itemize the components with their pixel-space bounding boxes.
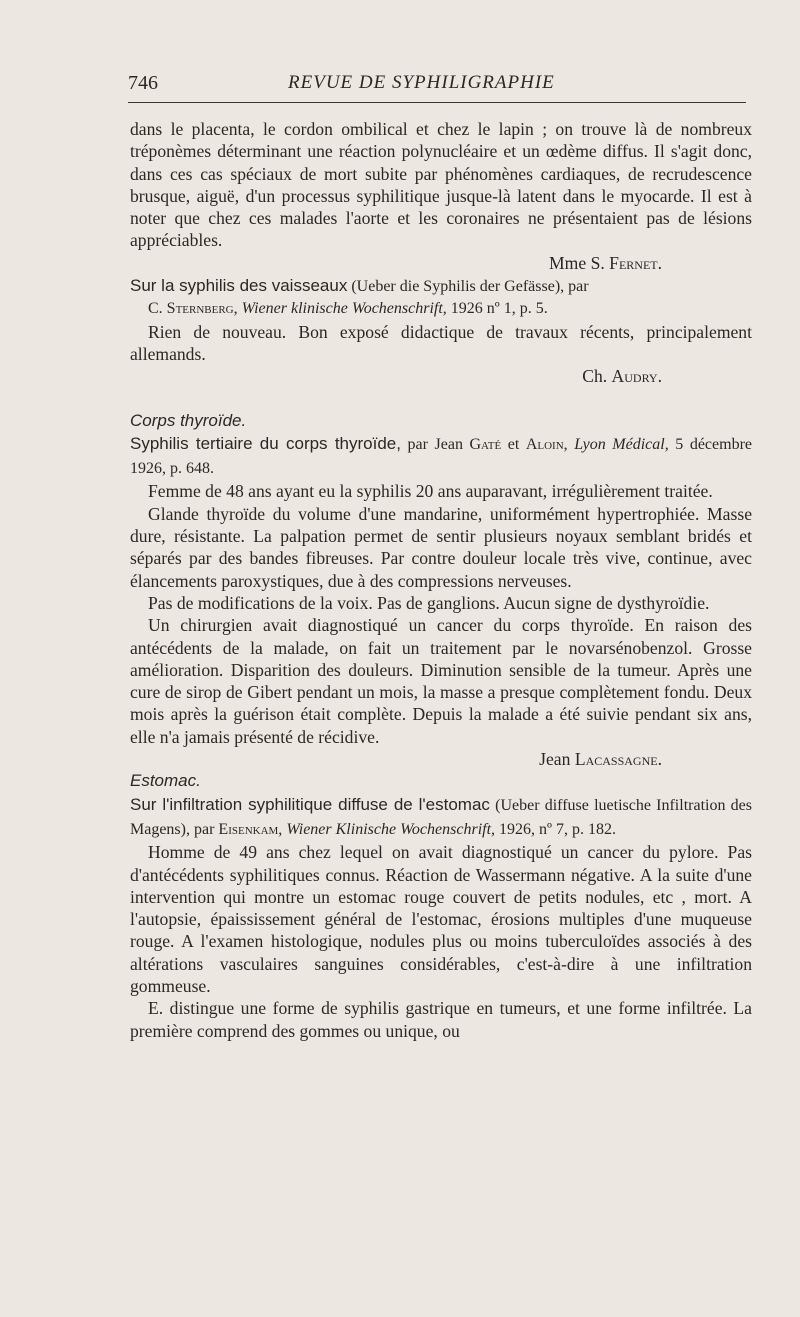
page-header [128,72,746,103]
article-3-meta: (Ueber diffuse luetische Infiltration des Magens), par [130,796,752,838]
article-2-meta: par Jean [400,435,470,453]
signature-name: Fernet. [609,252,662,273]
article-1-signature [130,365,752,387]
article-1-meta: (Ueber die Syphilis der Gefässe), par [347,278,589,296]
article-2-author-2: Aloin, [525,435,568,453]
signature-prefix: Jean [539,749,575,770]
article-3-heading: Sur l'infiltration syphilitique diffuse de l'estomac [130,794,490,814]
article-3-ref: 1926, nº 7, p. 182. [495,820,616,838]
article-3-title [130,793,752,842]
article-3-journal: Wiener Klinische Wochenschrift, [282,820,496,838]
article-2-ref: 5 décembre 1926, p. 648. [130,435,752,478]
article-2-paragraph: Glande thyroïde du volume d'une mandarine, uniformément hypertrophiée. Masse dure, résistante. La palpation permet de sentir plusieurs noyaux semblant bridés et séparés par des bandes fibreuses. Par contre douleur locale très vive, continue, avec élancements paroxystiques, due à des compressions nerveuses. [130,503,752,591]
article-1-heading: Sur la syphilis des vaisseaux [130,276,348,296]
article-2-author-1: Gaté [469,435,502,453]
running-title: REVUE DE SYPHILIGRAPHIE [288,72,555,93]
page-number: 746 [128,72,158,94]
article-2-meta-b: et [501,435,526,453]
page-content [130,118,752,1042]
article-2-title [130,432,752,481]
article-2-signature [130,748,752,770]
article-2-journal: Lyon Médical, [567,435,669,453]
article-2-heading: Syphilis tertiaire du corps thyroïde, [130,433,401,453]
article-3-paragraph: Homme de 49 ans chez lequel on avait diagnostiqué un cancer du pylore. Pas d'antécédents syphilitiques connus. Réaction de Wassermann négative. A la suite d'une intervention qui montre un estomac rouge couvert de petits nodules, etc , mort. A l'autopsie, épaississement général de l'estomac, érosions multiples d'une muqueuse rouge. A l'examen histologique, nodules plus ou moins tuberculoïdes associés à des altérations vasculaires sanguines considérables, c'est-à-dire à une infiltration gommeuse. [130,842,752,996]
section-heading-stomach: Estomac. [130,771,201,791]
article-1-body: Rien de nouveau. Bon exposé didactique de travaux récents, principalement allemands. [130,321,752,364]
signature-name: Audry. [611,366,662,387]
article-1-journal: Wiener klinische Wochenschrift, [237,300,447,318]
article-1-ref: 1926 nº 1, p. 5. [446,300,548,318]
signature-name: Lacassagne. [574,749,662,770]
signature-prefix: Ch. [582,366,612,387]
article-1-citation [130,298,752,320]
intro-paragraph: dans le placenta, le cordon ombilical et chez le lapin ; on trouve là de nombreux tréponèmes déterminant une réaction polynucléaire et un œdème diffus. Il s'agit donc, dans ces cas spéciaux de mort subite par phénomènes cardiaques, de recrudescence brusque, aiguë, d'un processus syphilitique jusque-là latent dans le myocarde. Il est à noter que chez ces malades l'aorte et les coronaires ne présentaient pas de lésions appréciables. [130,119,752,251]
article-2-paragraph: Femme de 48 ans ayant eu la syphilis 20 ans auparavant, irrégulièrement traitée. [148,481,713,502]
article-1-title [130,274,752,321]
intro-signature [130,252,752,274]
signature-prefix: Mme S. [549,252,610,273]
article-1-author: C. Sternberg, [148,300,238,318]
article-3-author: Eisenkam, [218,820,283,838]
section-heading-thyroid: Corps thyroïde. [130,410,247,430]
article-2-paragraph: Un chirurgien avait diagnostiqué un cancer du corps thyroïde. En raison des antécédents de la malade, on fait un traitement par le novarsénobenzol. Grosse amélioration. Disparition des douleurs. Diminution sensible de la tumeur. Après une cure de sirop de Gibert pendant un mois, la masse a presque complètement fondu. Deux mois après la guérison était complète. Depuis la malade a été suivie pendant six ans, elle n'a jamais présenté de récidive. [130,615,752,747]
article-3-paragraph: E. distingue une forme de syphilis gastrique en tumeurs, et une forme infiltrée. La première comprend des gommes ou unique, ou [130,998,752,1041]
article-2-paragraph: Pas de modifications de la voix. Pas de ganglions. Aucun signe de dysthyroïdie. [148,592,710,613]
